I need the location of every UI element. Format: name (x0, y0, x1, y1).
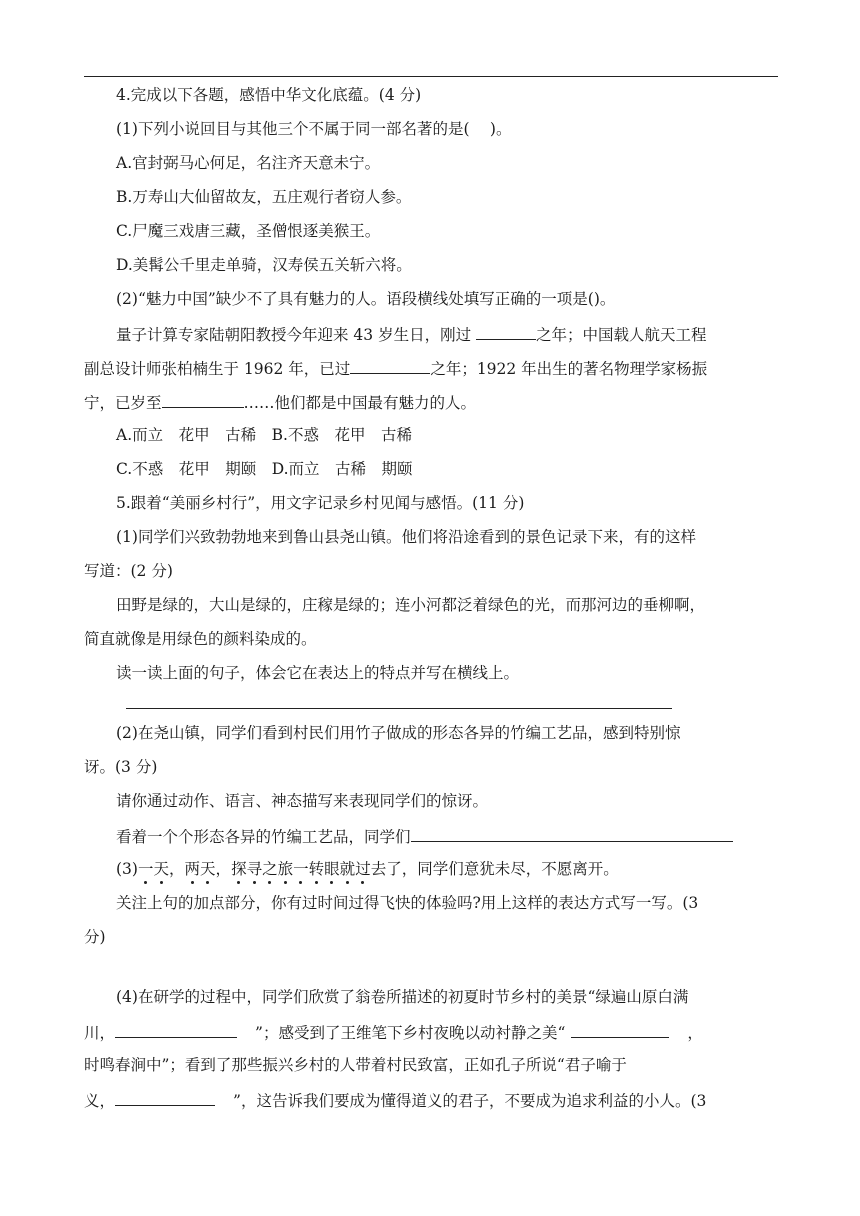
passage-text: 之年；中国载人航天工程 (536, 326, 707, 344)
poem-text: ”；感受到了王维笔下乡村夜晚以动衬静之美“ (255, 1024, 566, 1042)
q4-sub1-option-c: C.尸魔三戏唐三藏，圣僧恨逐美猴王。 (116, 222, 381, 240)
passage-text: ……他们都是中国最有魅力的人。 (243, 394, 477, 412)
dotted-char: 两 (184, 860, 201, 878)
fill-blank-5[interactable] (571, 1020, 669, 1038)
q5-sub4-line2 (84, 1020, 703, 1044)
q4-sub1-option-d: D.美髯公千里走单骑，汉寿侯五关斩六将。 (116, 256, 412, 274)
q4-sub2-question: (2)“魅力中国”缺少不了具有魅力的人。语段横线处填写正确的一项是()。 (116, 290, 616, 308)
q4-passage-line3 (84, 390, 476, 414)
q5-title: 5.跟着“美丽乡村行”，用文字记录乡村见闻与感悟。(11 分) (116, 494, 525, 512)
prompt-text: 看着一个个形态各异的竹编工艺品，同学们 (116, 828, 411, 846)
fill-blank-6[interactable] (115, 1088, 215, 1106)
answer-line-2[interactable] (411, 824, 733, 842)
q4-sub1-option-a: A.官封弼马心何足，名注齐天意未宁。 (116, 154, 381, 172)
sentence-rest: 去了，同学们意犹未尽，不愿离开。 (370, 860, 619, 878)
passage-text: 量子计算专家陆朝阳教授今年迎来 43 岁生日，刚过 (116, 326, 477, 344)
q4-title: 4.完成以下各题，感悟中华文化底蕴。(4 分) (116, 86, 422, 104)
dotted-char: 过 (355, 860, 371, 878)
q5-sub4-line1: (4)在研学的过程中，同学们欣赏了翁卷所描述的初夏时节乡村的美景“绿遍山原白满 (116, 988, 689, 1006)
dotted-char: ， (215, 860, 232, 878)
q5-sub4-line4 (84, 1088, 706, 1112)
q5-sub3-question-line2: 分) (84, 928, 106, 946)
q4-sub1-question: (1)下列小说回目与其他三个不属于同一部名著的是( )。 (116, 120, 512, 138)
dotted-char: 旅 (277, 860, 294, 878)
answer-line-1[interactable] (126, 708, 672, 709)
passage-text: 副总设计师张柏楠生于 1962 年，已过 (84, 360, 351, 378)
dotted-char: 眼 (324, 860, 340, 878)
q5-sub2-prompt (116, 824, 733, 848)
q4-sub1-option-b: B.万寿山大仙留故友，五庄观行者窃人参。 (116, 188, 412, 206)
q4-sub2-options-row1: A.而立 花甲 古稀 B.不惑 花甲 古稀 (116, 426, 412, 444)
q4-passage-line2 (84, 356, 707, 380)
fill-blank-4[interactable] (115, 1020, 237, 1038)
passage-text: 之年；1922 年出生的著名物理学家杨振 (430, 360, 708, 378)
dotted-char: 一 (137, 860, 154, 878)
header-rule (84, 76, 778, 77)
poem-text: 义， (84, 1092, 116, 1110)
q5-sub1-line1: (1)同学们兴致勃勃地来到鲁山县尧山镇。他们将沿途看到的景色记录下来，有的这样 (116, 528, 696, 546)
fill-blank-2[interactable] (350, 356, 430, 374)
dotted-char: 之 (262, 860, 278, 878)
q5-sub3-question-line1: 关注上句的加点部分，你有过时间过得飞快的体验吗?用上这样的表达方式写一写。(3 (116, 894, 699, 912)
poem-text: ”，这告诉我们要成为懂得道义的君子，不要成为追求利益的小人。(3 (233, 1092, 707, 1110)
dotted-char: 天 (200, 860, 216, 878)
q5-sub1-line2: 写道：(2 分) (84, 562, 173, 580)
q4-passage-line1 (116, 322, 707, 346)
dotted-char: ， (169, 860, 185, 878)
q5-sub3-sentence (116, 858, 619, 880)
passage-text: 宁，已岁至 (84, 394, 162, 412)
poem-text: ， (687, 1024, 703, 1042)
dotted-char: 一 (293, 860, 309, 878)
poem-text: 川， (84, 1024, 116, 1042)
dotted-char: 就 (339, 860, 356, 878)
q5-sub1-passage-line1: 田野是绿的，大山是绿的，庄稼是绿的；连小河都泛着绿色的光，而那河边的垂柳啊， (116, 596, 706, 614)
q4-sub2-options-row2: C.不惑 花甲 期颐 D.而立 古稀 期颐 (116, 460, 413, 478)
dotted-char: 寻 (246, 860, 263, 878)
q5-sub1-passage-line2: 简直就像是用绿色的颜料染成的。 (84, 630, 317, 648)
dotted-char: 探 (231, 860, 247, 878)
fill-blank-3[interactable] (162, 390, 244, 408)
q5-sub1-instruction: 读一读上面的句子，体会它在表达上的特点并写在横线上。 (116, 664, 520, 682)
q5-sub2-instruction: 请你通过动作、语言、神态描写来表现同学们的惊讶。 (116, 792, 489, 810)
dotted-emphasis (138, 860, 371, 878)
q5-sub2-line2: 讶。(3 分) (84, 758, 158, 776)
dotted-char: 转 (308, 860, 325, 878)
fill-blank-1[interactable] (476, 322, 536, 340)
q5-sub4-line3: 时鸣春涧中”；看到了那些振兴乡村的人带着村民致富，正如孔子所说“君子喻于 (84, 1056, 627, 1074)
dotted-char: 天 (153, 860, 169, 878)
q5-sub2-line1: (2)在尧山镇，同学们看到村民们用竹子做成的形态各异的竹编工艺品，感到特别惊 (116, 724, 681, 742)
sentence-prefix: (3) (116, 860, 138, 878)
